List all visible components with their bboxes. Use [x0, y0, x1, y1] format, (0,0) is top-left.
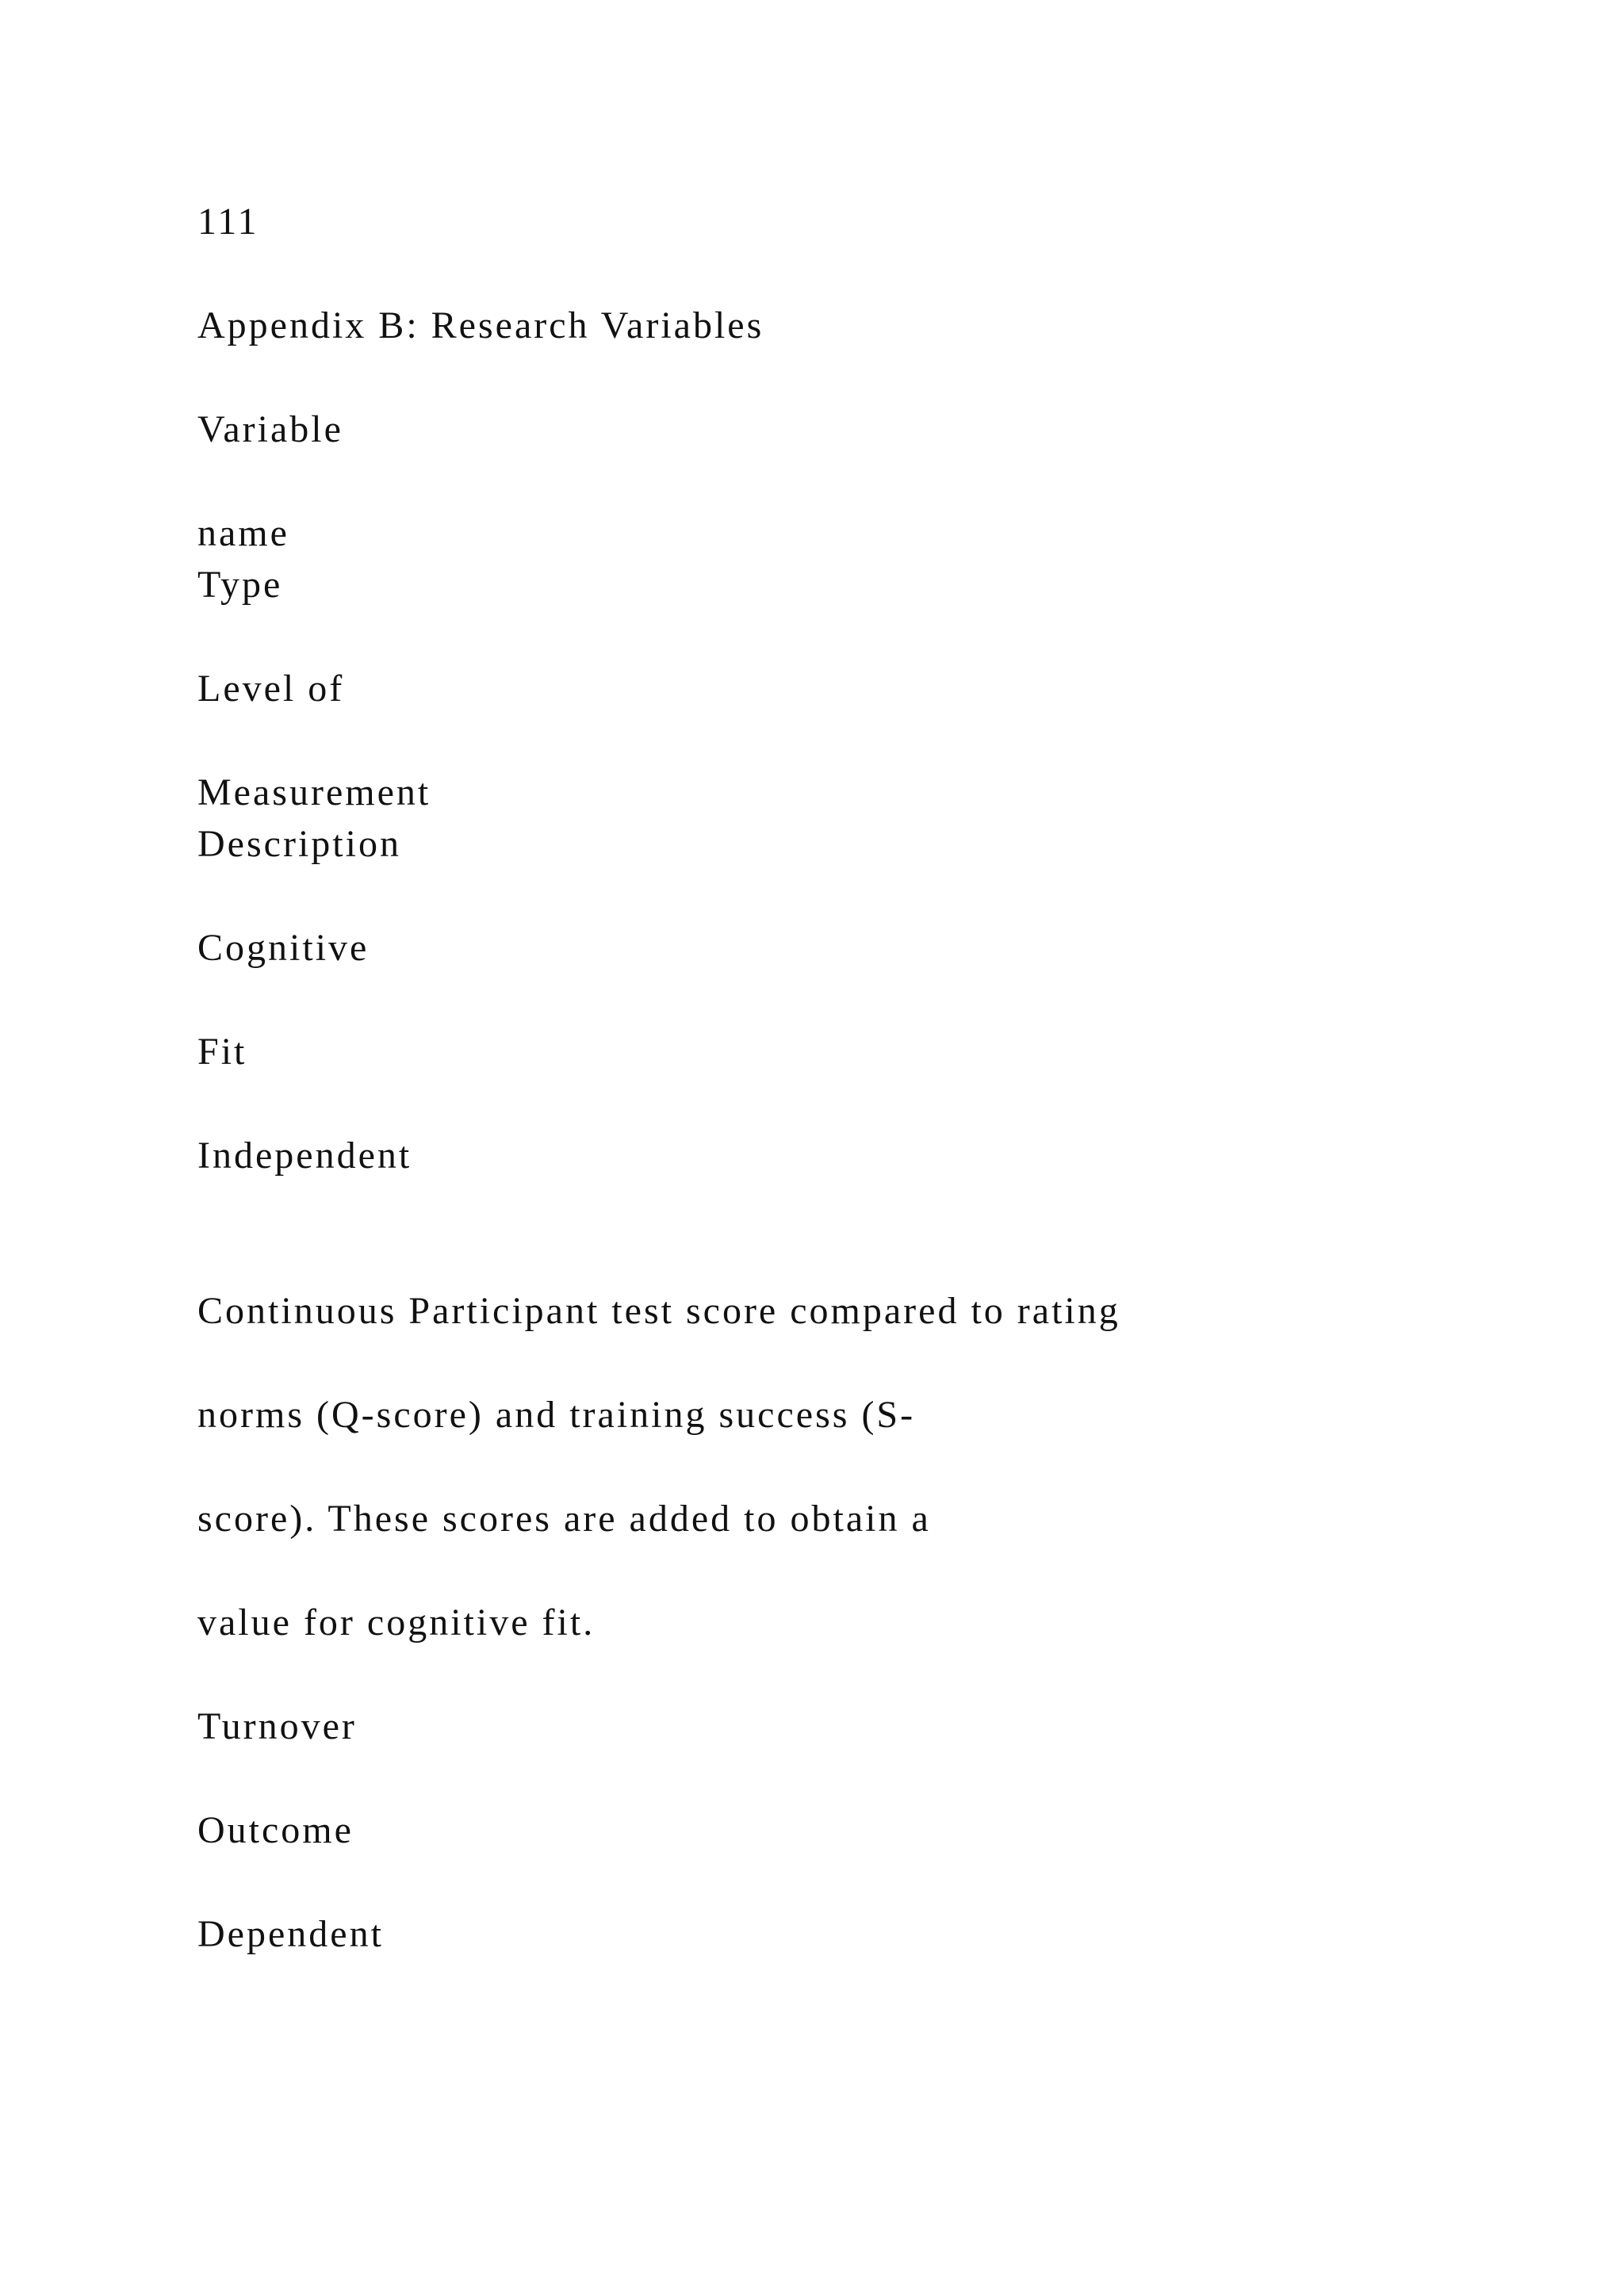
text-line: Cognitive [197, 927, 370, 969]
text-line: Dependent [197, 1913, 384, 1955]
text-line: Measurement [197, 771, 431, 813]
text-line: Independent [197, 1135, 412, 1177]
text-line: name [197, 512, 289, 554]
text-line: Level of [197, 668, 345, 710]
text-line: norms (Q-score) and training success (S- [197, 1394, 916, 1436]
page-number: 111 [197, 201, 259, 243]
text-line: Type [197, 564, 283, 606]
text-line: score). These scores are added to obtain a [197, 1498, 931, 1540]
text-line: Continuous Participant test score compared to rating [197, 1290, 1120, 1332]
text-line: Fit [197, 1031, 247, 1073]
appendix-heading: Appendix B: Research Variables [197, 304, 764, 346]
text-line: value for cognitive fit. [197, 1601, 596, 1644]
text-line: Turnover [197, 1705, 357, 1747]
text-line: Outcome [197, 1809, 354, 1851]
text-line: Variable [197, 408, 343, 450]
text-line: Description [197, 823, 401, 865]
